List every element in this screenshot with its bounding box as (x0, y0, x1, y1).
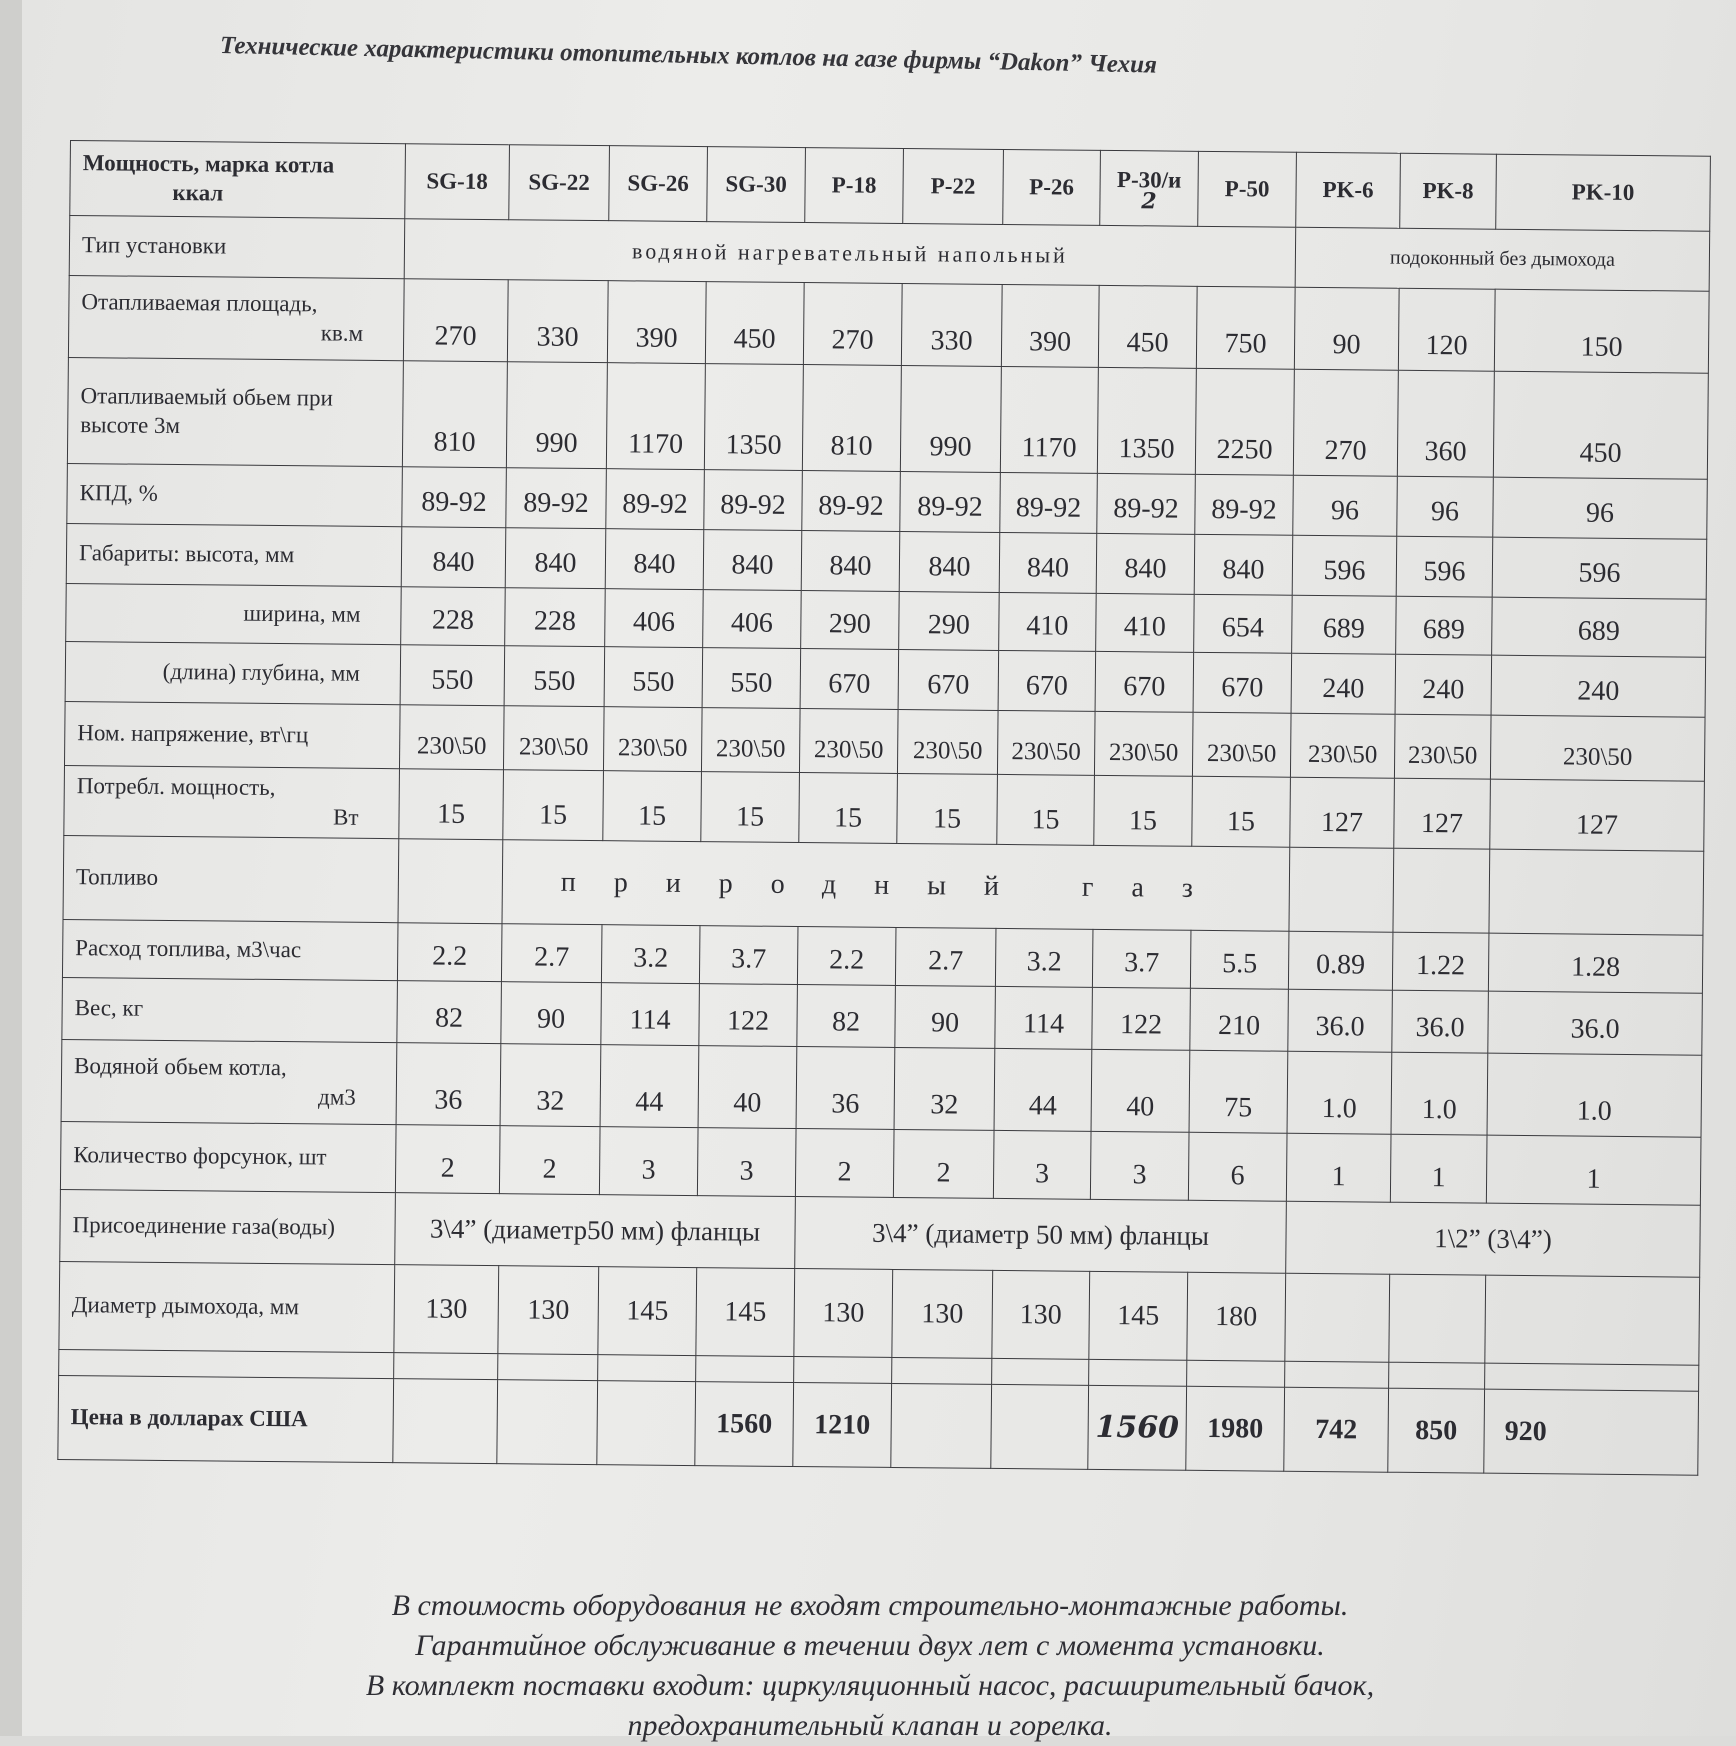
value-cell: 2.7 (501, 924, 602, 983)
value-cell: 89-92 (1000, 472, 1098, 533)
row-unit: Вт (332, 804, 359, 830)
value-cell: 1.0 (1487, 1053, 1702, 1137)
row-label: Цена в долларах США (58, 1375, 394, 1462)
empty-cell (892, 1357, 992, 1384)
value-cell: 360 (1397, 370, 1494, 477)
value-cell: 330 (901, 283, 1002, 366)
value-cell: 3 (697, 1128, 796, 1197)
model-header: P-30/и (1116, 167, 1182, 193)
value-cell: 2 (893, 1129, 994, 1198)
empty-cell (1187, 1360, 1285, 1387)
value-cell: 390 (1001, 284, 1099, 367)
value-cell: 210 (1190, 988, 1289, 1051)
value-cell: 120 (1398, 288, 1495, 371)
value-cell: 596 (1492, 537, 1707, 599)
value-cell: 2 (499, 1126, 600, 1195)
value-cell: 2.7 (895, 927, 996, 986)
value-cell: 3.2 (601, 925, 700, 984)
value-cell: 1350 (1097, 367, 1196, 474)
row-label: Отапливаемый обьем при высоте 3м (67, 357, 403, 466)
value-cell: 228 (401, 587, 506, 646)
empty-cell (992, 1358, 1089, 1385)
empty-cell (394, 1353, 498, 1380)
value-cell: 44 (994, 1048, 1092, 1131)
row-unit: дм3 (317, 1083, 356, 1110)
value-cell: 230\50 (897, 709, 998, 774)
area-row (68, 275, 1709, 373)
model-header: SG-26 (609, 146, 708, 222)
value-cell: 270 (1293, 369, 1398, 476)
value-cell: 270 (403, 279, 508, 362)
value-cell: 670 (1095, 651, 1194, 712)
value-cell: 36.0 (1488, 991, 1703, 1055)
value-cell: 230\50 (1394, 714, 1491, 779)
footer-line: В стоимость оборудования не входят строительно-монтажные работы. (391, 1589, 1349, 1622)
model-header: P-26 (1003, 149, 1101, 225)
value-cell: 1 (1486, 1135, 1701, 1205)
value-cell: 3 (599, 1127, 698, 1196)
value-cell: 44 (600, 1045, 699, 1128)
value-cell: 689 (1492, 597, 1707, 657)
value-cell: 290 (801, 591, 900, 650)
value-cell: 2.2 (797, 927, 896, 986)
header-label-cell (70, 141, 406, 219)
value-cell: 596 (1396, 536, 1493, 597)
row-label-cell (64, 765, 400, 838)
value-cell: 750 (1196, 286, 1295, 369)
footer-line: предохранительный клапан и горелка. (627, 1709, 1113, 1742)
value-cell: 15 (1094, 775, 1193, 846)
value-cell: 742 (1284, 1387, 1389, 1472)
value-cell: 670 (1193, 652, 1292, 713)
value-cell: 89-92 (1097, 473, 1196, 534)
document-title: Технические характеристики отопительных котлов на газе фирмы “Dakon” Чехия (219, 32, 1158, 79)
model-header: P-22 (903, 149, 1004, 225)
empty-cell (498, 1354, 598, 1381)
value-cell: 670 (998, 650, 1096, 711)
value-cell: 6 (1188, 1132, 1287, 1201)
value-cell: 127 (1394, 778, 1491, 849)
value-cell (1389, 1274, 1486, 1363)
value-cell: 36 (796, 1047, 895, 1130)
value-cell: 840 (1096, 533, 1195, 594)
value-cell: 89-92 (1195, 474, 1294, 535)
value-cell: 5.5 (1190, 930, 1289, 989)
value-cell: 240 (1291, 653, 1396, 714)
value-cell: 390 (607, 281, 706, 364)
value-cell: 1170 (1000, 366, 1098, 473)
value-cell: 75 (1189, 1050, 1288, 1133)
value-cell: 689 (1292, 595, 1397, 654)
value-cell: 410 (1096, 593, 1195, 652)
row-label: Диаметр дымохода, мм (59, 1261, 395, 1352)
value-cell: 2.2 (397, 923, 502, 982)
row-label-cell (65, 641, 401, 704)
value-cell: 114 (995, 986, 1093, 1049)
value-cell: 1980 (1186, 1386, 1285, 1471)
value-cell: 406 (605, 589, 704, 648)
value-cell: 270 (803, 283, 902, 366)
value-cell: 15 (603, 771, 702, 842)
value-cell: 82 (797, 985, 896, 1048)
handwritten-note: 2 (1141, 188, 1157, 215)
value-cell: 3 (993, 1130, 1091, 1199)
value-cell: 89-92 (802, 471, 901, 532)
value-cell: 1 (1286, 1133, 1391, 1202)
model-header: PK-10 (1496, 154, 1711, 231)
footer-notes (180, 1586, 1560, 1746)
value-cell: 96 (1293, 475, 1398, 536)
value-cell: 15 (997, 774, 1095, 845)
value-cell: 240 (1491, 655, 1706, 717)
empty-cell (794, 1357, 892, 1384)
value-cell: 810 (402, 361, 507, 468)
value-cell: 130 (794, 1269, 893, 1358)
scan-edge (0, 0, 22, 1736)
row-label: Количество форсунок, шт (60, 1121, 396, 1192)
model-header: SG-30 (707, 147, 806, 223)
value-cell: 1.0 (1391, 1052, 1488, 1135)
value-cell: 130 (892, 1269, 993, 1358)
value-cell: 15 (399, 769, 504, 840)
header-label: Мощность, марка котла (82, 150, 335, 178)
value-cell: 40 (1091, 1049, 1190, 1132)
value-cell: 228 (505, 588, 606, 647)
install-type-text: водяной нагревательный напольный (404, 219, 1296, 288)
value-cell: 670 (800, 649, 899, 710)
value-cell: 2250 (1195, 368, 1294, 475)
value-cell: 450 (1098, 285, 1197, 368)
row-label: КПД, % (67, 463, 403, 526)
row-label: Габариты: высота, мм (66, 523, 402, 586)
row-label-cell (61, 1039, 397, 1124)
footer-line: В комплект поставки входит: циркуляционный насос, расширительный бачок, (365, 1669, 1375, 1702)
empty-cell (59, 1349, 394, 1378)
value-cell: 990 (900, 365, 1001, 472)
value-cell: 450 (1493, 371, 1708, 479)
value-cell (497, 1380, 598, 1465)
row-label: Тип установки (69, 216, 405, 279)
value-cell: 96 (1493, 477, 1708, 539)
value-cell: 410 (999, 592, 1097, 651)
value-cell: 689 (1396, 596, 1493, 655)
value-cell: 89-92 (506, 468, 607, 529)
value-cell: 40 (698, 1046, 797, 1129)
model-header: SG-22 (509, 145, 610, 221)
value-cell: 840 (605, 529, 704, 590)
header-label-unit: ккал (172, 179, 224, 206)
value-cell: 150 (1494, 289, 1709, 373)
row-label: Водяной обьем котла, (73, 1052, 287, 1080)
row-label: Потребл. мощность, (76, 772, 276, 800)
value-cell: 0.89 (1288, 931, 1393, 990)
value-cell: 15 (701, 772, 800, 843)
value-cell: 230\50 (603, 707, 702, 772)
model-header: P-18 (805, 148, 904, 224)
value-cell: 230\50 (1290, 713, 1395, 778)
price-row (58, 1375, 1699, 1475)
value-cell (1285, 1273, 1390, 1362)
value-cell: 840 (899, 531, 1000, 592)
value-cell: 127 (1490, 779, 1705, 851)
value-cell: 230\50 (1094, 711, 1193, 776)
fuel-row (63, 835, 1704, 935)
value-cell: 330 (507, 280, 608, 363)
model-header: PK-6 (1296, 152, 1401, 228)
value-cell: 3 (1090, 1131, 1189, 1200)
value-cell: 89-92 (402, 467, 507, 528)
value-cell: 596 (1292, 535, 1397, 596)
chimney-row (59, 1261, 1700, 1365)
row-label-cell (68, 275, 404, 360)
model-header-cell (1100, 150, 1199, 226)
empty-cell (1289, 847, 1394, 932)
value-cell: 230\50 (1192, 712, 1291, 777)
value-cell: 82 (397, 981, 502, 1044)
value-cell: 89-92 (704, 470, 803, 531)
value-cell: 15 (1192, 776, 1291, 847)
empty-cell (1485, 1363, 1699, 1391)
value-cell-handwritten: 1560 (1088, 1385, 1187, 1470)
empty-cell (1489, 849, 1704, 935)
value-cell: 406 (703, 590, 802, 649)
value-cell: 36.0 (1392, 990, 1489, 1053)
value-cell (891, 1383, 992, 1468)
value-cell: 550 (504, 646, 605, 707)
value-cell: 145 (598, 1267, 697, 1356)
connection-text: 3\4” (диаметр 50 мм) фланцы (795, 1197, 1287, 1274)
value-cell: 180 (1187, 1272, 1286, 1361)
value-cell: 15 (799, 773, 898, 844)
value-cell: 90 (1294, 287, 1399, 370)
value-cell: 810 (802, 365, 901, 472)
row-label: Ном. напряжение, вт\гц (64, 701, 400, 768)
value-cell: 130 (498, 1266, 599, 1355)
footer-line: Гарантийное обслуживание в течении двух лет с момента установки. (415, 1629, 1325, 1662)
row-label: ширина, мм (243, 600, 361, 627)
value-cell: 840 (801, 531, 900, 592)
value-cell: 15 (897, 773, 998, 844)
value-cell: 990 (506, 362, 607, 469)
value-cell: 32 (500, 1044, 601, 1127)
model-header: PK-8 (1400, 153, 1497, 229)
empty-cell (1089, 1359, 1187, 1386)
value-cell: 90 (501, 982, 602, 1045)
empty-cell (1393, 848, 1490, 933)
value-cell: 230\50 (997, 710, 1095, 775)
value-cell: 145 (696, 1268, 795, 1357)
empty-cell (1285, 1361, 1389, 1388)
value-cell: 290 (899, 591, 1000, 650)
value-cell: 122 (699, 984, 798, 1047)
empty-cell (598, 1355, 696, 1382)
value-cell: 127 (1290, 777, 1395, 848)
value-cell: 840 (505, 528, 606, 589)
value-cell: 230\50 (799, 709, 898, 774)
value-cell: 1.28 (1488, 933, 1703, 993)
value-cell: 89-92 (606, 469, 705, 530)
value-cell (991, 1384, 1089, 1469)
value-cell: 1560 (695, 1382, 794, 1467)
volume-row (67, 357, 1708, 479)
value-cell: 3.2 (995, 928, 1093, 987)
value-cell: 122 (1092, 987, 1191, 1050)
value-cell: 130 (992, 1270, 1090, 1359)
value-cell: 230\50 (503, 706, 604, 771)
value-cell: 89-92 (900, 471, 1001, 532)
value-cell: 1.22 (1392, 932, 1489, 991)
empty-cell (398, 839, 503, 924)
value-cell: 145 (1089, 1271, 1188, 1360)
value-cell: 3.7 (1092, 929, 1191, 988)
value-cell: 654 (1194, 594, 1293, 653)
value-cell: 32 (894, 1047, 995, 1130)
water-volume-row (61, 1039, 1702, 1137)
value-cell: 840 (999, 532, 1097, 593)
row-label: Отапливаемая площадь, (81, 288, 318, 317)
value-cell: 1.0 (1287, 1051, 1392, 1134)
value-cell: 130 (394, 1265, 499, 1354)
value-cell: 2 (395, 1125, 500, 1194)
value-cell: 840 (401, 527, 506, 588)
row-label: Вес, кг (62, 977, 398, 1042)
value-cell: 230\50 (701, 708, 800, 773)
model-header: SG-18 (405, 144, 510, 220)
value-cell: 36.0 (1288, 989, 1393, 1052)
value-cell: 840 (703, 530, 802, 591)
empty-cell (1389, 1362, 1485, 1389)
value-cell: 1 (1390, 1134, 1487, 1203)
value-cell: 550 (702, 648, 801, 709)
value-cell: 114 (601, 983, 700, 1046)
value-cell: 550 (604, 647, 703, 708)
row-unit: кв.м (320, 319, 364, 346)
row-label-cell (66, 583, 402, 644)
value-cell: 450 (705, 282, 804, 365)
value-cell: 1350 (704, 364, 803, 471)
value-cell: 230\50 (1490, 715, 1705, 781)
value-cell (393, 1379, 498, 1464)
value-cell: 920 (1484, 1389, 1699, 1475)
connection-text: 3\4” (диаметр50 мм) фланцы (395, 1193, 796, 1269)
row-label: Расход топлива, м3\час (62, 919, 398, 980)
empty-cell (696, 1356, 794, 1383)
fuel-text: природный газ (502, 840, 1290, 932)
value-cell: 1170 (606, 363, 705, 470)
spec-table-container (57, 140, 1710, 1556)
value-cell: 850 (1388, 1388, 1485, 1473)
row-label: Топливо (63, 835, 399, 922)
value-cell: 15 (503, 770, 604, 841)
value-cell (597, 1381, 696, 1466)
value-cell: 2 (795, 1129, 894, 1198)
value-cell: 840 (1194, 534, 1293, 595)
value-cell: 90 (895, 985, 996, 1048)
row-label: Присоединение газа(воды) (60, 1189, 396, 1264)
value-cell: 240 (1395, 654, 1492, 715)
value-cell: 1210 (793, 1383, 892, 1468)
connection-text: 1\2” (3\4”) (1286, 1201, 1701, 1277)
value-cell: 670 (898, 649, 999, 710)
spec-table (57, 140, 1711, 1476)
value-cell: 230\50 (399, 705, 504, 770)
install-type-text: подоконный без дымохода (1295, 227, 1710, 291)
value-cell: 96 (1397, 476, 1494, 537)
value-cell: 36 (396, 1043, 501, 1126)
value-cell: 3.7 (699, 926, 798, 985)
model-header: P-50 (1198, 151, 1297, 227)
row-label: (длина) глубина, мм (162, 659, 361, 686)
value-cell (1485, 1275, 1700, 1365)
value-cell: 550 (400, 645, 505, 706)
